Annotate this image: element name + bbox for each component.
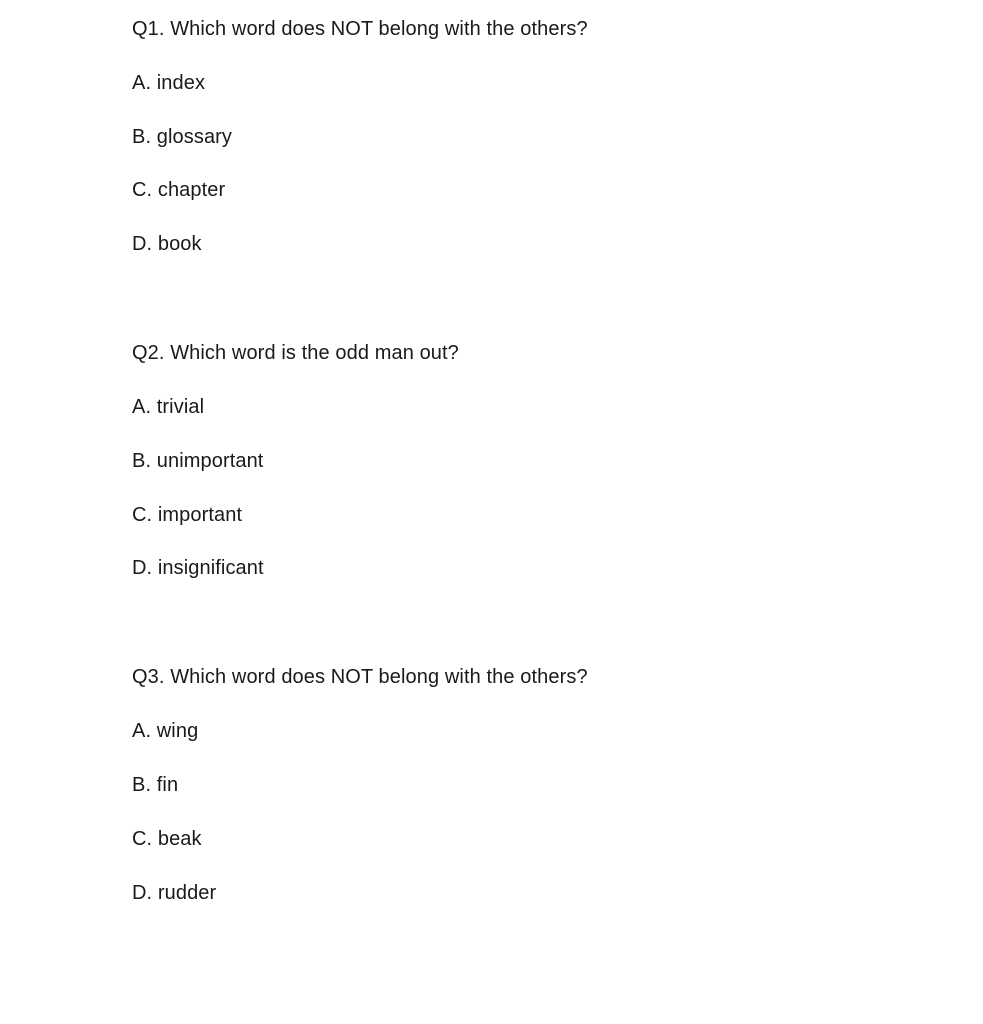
question-2-option-d: D. insignificant bbox=[132, 557, 264, 579]
question-3-option-d: D. rudder bbox=[132, 882, 217, 904]
question-1-option-d: D. book bbox=[132, 233, 202, 255]
question-3-option-b: B. fin bbox=[132, 774, 179, 796]
question-2-text: Q2. Which word is the odd man out? bbox=[132, 342, 459, 364]
question-2-option-b: B. unimportant bbox=[132, 450, 264, 472]
question-1-text: Q1. Which word does NOT belong with the others? bbox=[132, 18, 588, 40]
question-3-option-c: C. beak bbox=[132, 828, 202, 850]
question-1-option-a: A. index bbox=[132, 72, 206, 94]
question-3-option-a: A. wing bbox=[132, 720, 199, 742]
question-2-option-c: C. important bbox=[132, 504, 243, 526]
question-3-text: Q3. Which word does NOT belong with the others? bbox=[132, 666, 588, 688]
question-1-option-b: B. glossary bbox=[132, 126, 233, 148]
question-2-option-a: A. trivial bbox=[132, 396, 205, 418]
question-1-option-c: C. chapter bbox=[132, 179, 226, 201]
